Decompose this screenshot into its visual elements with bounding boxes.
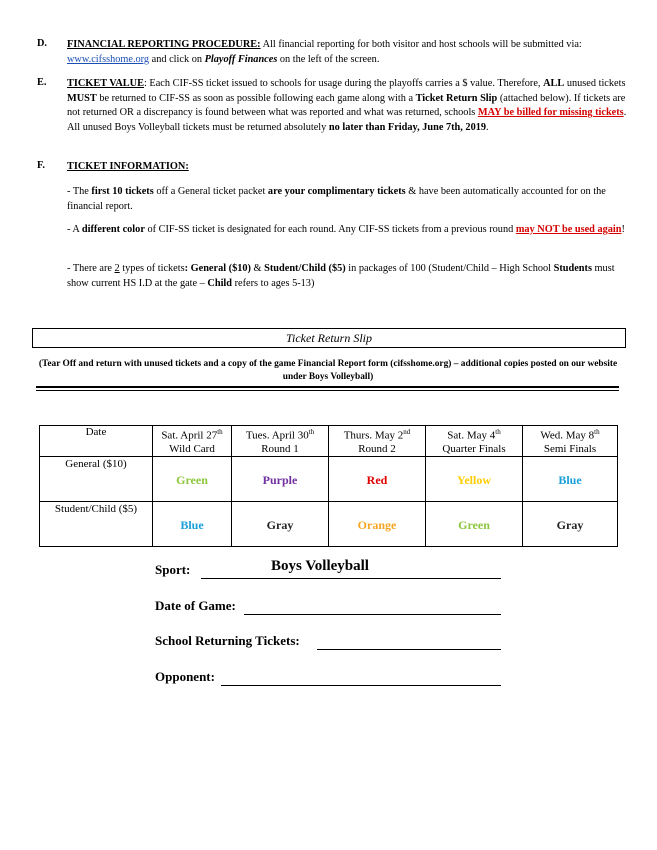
section-text: - The [67,186,89,197]
sport-line [201,577,501,579]
section-text: All financial reporting for both visitor and host schools will be submitted via: [262,39,582,50]
section-text: and click on [151,53,202,65]
section-heading: TICKET INFORMATION: [67,161,189,172]
opponent-line[interactable] [221,684,501,686]
ticket-color-cell: Blue [153,501,232,546]
date-line[interactable] [244,613,501,615]
section-heading: TICKET VALUE [67,78,144,89]
section-text: in packages of 100 (Student/Child – High School [348,263,552,274]
table-header-cell [523,426,618,457]
section-text: off a General ticket packet [156,186,266,197]
date-field [155,598,505,615]
section-text: must show current HS I.D at the gate – [67,263,615,289]
billing-warning: MAY be billed for missing tickets [477,107,624,119]
round-name: Round 1 [261,442,299,455]
sport-value[interactable]: Boys Volleyball [271,558,369,574]
sport-field [155,558,505,579]
emphasis: Child [207,277,233,289]
section-text: . All unused Boys Volleyball tickets must be returned absolutely [67,107,627,133]
date-suffix: th [217,428,223,436]
round-name: Semi Finals [543,442,597,455]
ticket-color-table [39,425,618,547]
emphasis: are your complimentary tickets [267,186,406,197]
ticket-color-cell: Green [426,501,523,546]
reuse-warning: may NOT be used again [515,224,622,235]
round-name: Wild Card [169,442,215,455]
table-header-cell [426,426,523,457]
section-text: - A [67,224,80,235]
emphasis: MUST [67,92,97,104]
ticket-color-cell: Purple [232,456,329,501]
section-letter: F. [37,160,45,171]
section-text: refers to ages 5-13) [234,277,315,289]
date-suffix: th [308,428,315,436]
divider [36,386,619,388]
date-suffix: th [594,428,600,436]
game-date: Tues. April 30 [245,429,309,442]
section-text: : Each CIF-SS ticket issued to schools for usage during the playoffs carries a $ value. Therefore, [143,78,541,89]
round-name: Round 2 [358,442,396,455]
emphasis: first 10 tickets [91,186,154,197]
ticket-color-cell: Gray [523,501,618,546]
row-label: General ($10) [40,456,153,501]
date-label: Date of Game: [155,598,236,613]
emphasis: Students [553,263,592,274]
section-d [37,38,627,67]
ticket-color-cell: Orange [329,501,426,546]
section-letter: E. [37,77,47,88]
cifsshome-link[interactable]: www.cifsshome.org [67,53,150,65]
slip-title-box [32,328,626,348]
date-suffix: nd [403,428,411,436]
table-header-cell [329,426,426,457]
round-name: Quarter Finals [442,442,506,455]
game-date: Wed. May 8 [540,429,595,442]
section-text: of CIF-SS ticket is designated for each round. Any CIF-SS tickets from a previous round [147,224,514,235]
school-line[interactable] [317,648,501,650]
divider [36,390,619,391]
section-text: on the left of the screen. [279,53,380,65]
table-row [40,501,618,546]
section-text: ! [621,224,625,235]
sport-label: Sport: [155,562,191,577]
section-text: types of tickets [122,263,185,274]
section-f [37,160,627,300]
game-date: Sat. April 27 [161,429,218,442]
section-text: . [486,121,489,133]
ticket-color-cell: Green [153,456,232,501]
row-label: Student/Child ($5) [40,501,153,546]
table-header-cell [153,426,232,457]
section-text: (attached below). If tickets are not returned OR a discrepancy is found between what was reported and what was returned, schools [67,92,626,119]
section-d-body [67,38,627,67]
section-f-heading-wrap [67,160,627,175]
section-text: - There are [67,263,112,274]
section-e [37,77,627,135]
slip-title: Ticket Return Slip [286,331,372,345]
section-text: & have been automatically accounted for on the financial report. [67,186,606,212]
table-corner [40,426,153,457]
deadline: no later than Friday, June 7th, 2019 [328,121,487,133]
section-letter: D. [37,38,48,49]
table-row [40,456,618,501]
game-date: Sat. May 4 [447,429,496,442]
emphasis: Ticket Return Slip [415,92,498,104]
section-heading: FINANCIAL REPORTING PROCEDURE: [67,39,261,50]
section-e-body [67,77,627,135]
table-header-row [40,426,618,457]
section-text: & [253,263,262,274]
school-label: School Returning Tickets: [155,633,300,648]
emphasis: 2 [114,263,120,274]
emphasis: different color [81,224,145,235]
emphasis: Student/Child ($5) [264,263,346,274]
ticket-info-para-2 [67,223,627,238]
ticket-color-cell: Yellow [426,456,523,501]
ticket-color-cell: Blue [523,456,618,501]
date-suffix: th [495,428,501,436]
ticket-color-cell: Red [329,456,426,501]
emphasis: : General ($10) [184,263,251,274]
ticket-info-para-1 [67,185,627,214]
ticket-color-cell: Gray [232,501,329,546]
school-field [155,633,505,650]
emphasis: ALL [543,78,565,89]
playoff-finances-emph: Playoff Finances [204,53,278,65]
slip-note: (Tear Off and return with unused tickets and a copy of the game Financial Report form (cifsshome.org) – additional copies posted on our website under Boys Volleyball) [38,359,618,382]
table-header-cell [232,426,329,457]
opponent-field [155,669,505,686]
game-date: Thurs. May 2 [343,429,404,442]
section-text: be returned to CIF-SS as soon as possible following each game along with a [99,92,414,104]
opponent-label: Opponent: [155,669,215,684]
section-text: unused tickets [566,78,626,89]
ticket-info-para-3 [67,262,627,291]
table-corner-label: Date [85,426,107,438]
